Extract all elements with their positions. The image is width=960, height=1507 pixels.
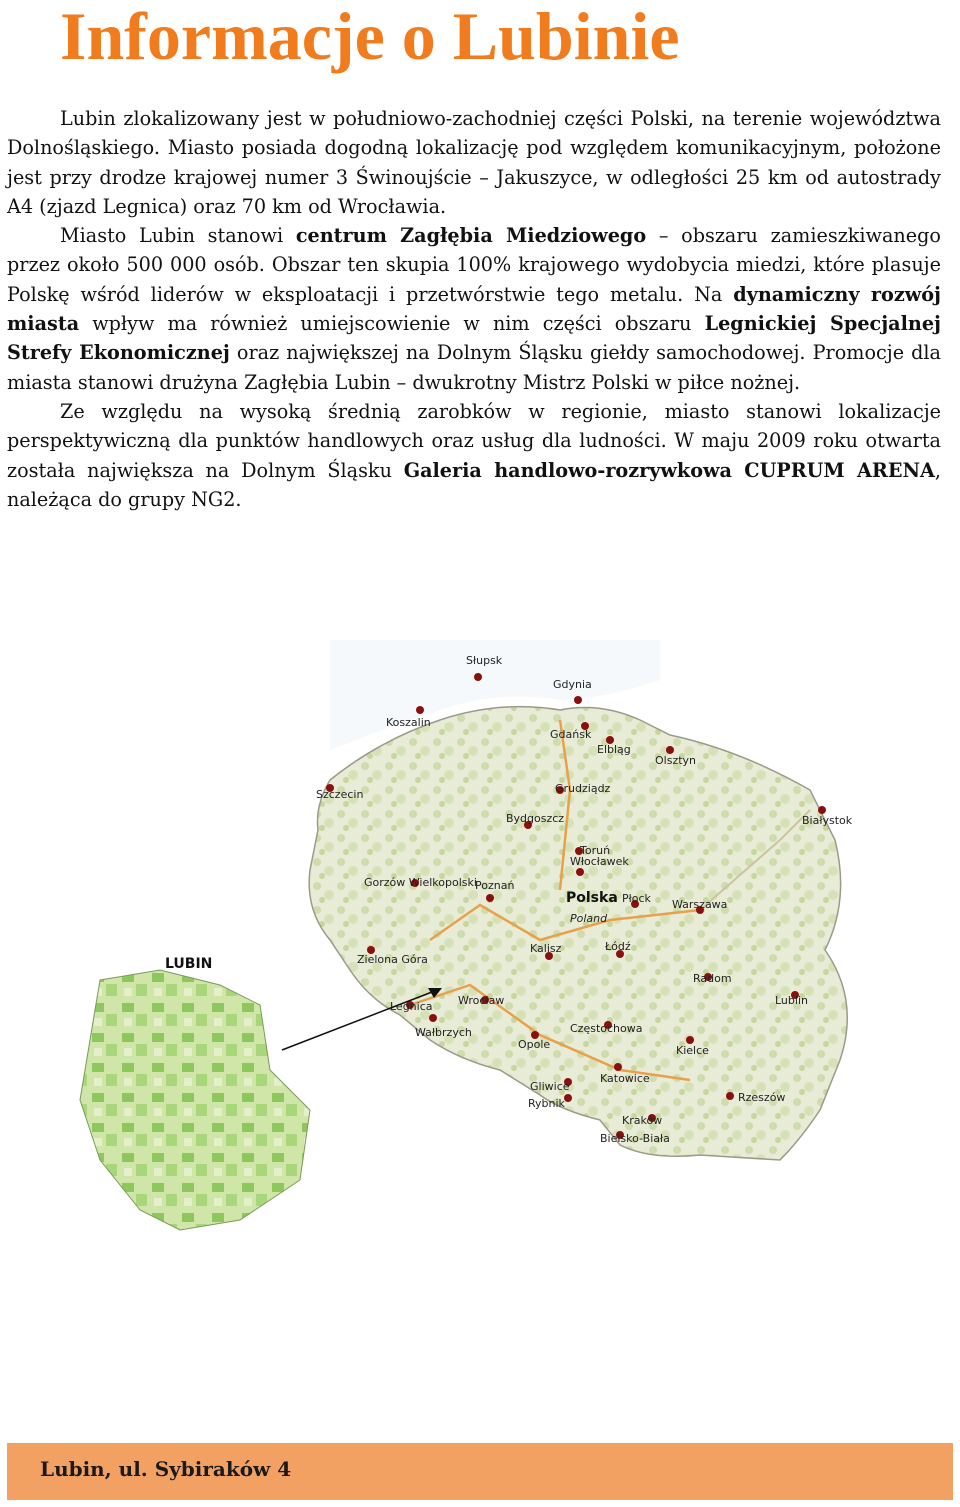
city-label: Słupsk: [466, 654, 503, 667]
city-label: Włocławek: [570, 855, 629, 868]
country-label: Polska: [566, 890, 618, 906]
city-label: Rzeszów: [738, 1091, 786, 1104]
poland-map-svg: [0, 640, 960, 1260]
city-label: Szczecin: [316, 788, 364, 801]
city-label: Łódź: [605, 940, 631, 953]
city-label: Wrocław: [458, 994, 505, 1007]
city-label: Płock: [622, 892, 651, 905]
city-label: Radom: [693, 972, 732, 985]
text-run: Ze względu na wysoką średnią zarobków w regionie, miasto stanowi lokalizacje perspektywiczną dla punktów handlowych oraz usług dla ludności. W maju 2009 roku otwarta została największa na Dolnym Śląsku: [7, 399, 941, 482]
city-label: Bydgoszcz: [506, 812, 565, 825]
text-run: oraz największej na Dolnym Śląsku giełdy samochodowej. Promocje dla miasta stanowi drużyna Zagłębia Lubin – dwukrotny Mistrz Polski w piłce nożnej.: [7, 341, 941, 394]
city-label: Zielona Góra: [357, 953, 428, 966]
city-label: Kraków: [622, 1114, 663, 1127]
text-run: – obszaru zamieszkiwanego przez około 500 000 osób. Obszar ten skupia 100% krajowego wydobycia miedzi, które plasuje Polskę wśród liderów w eksploatacji i przetwórstwie tego metalu. Na: [7, 224, 941, 306]
poland-map: [0, 640, 960, 1260]
city-label: Elbląg: [597, 743, 631, 756]
city-label: Lublin: [775, 994, 808, 1007]
city-label: Gdynia: [553, 678, 592, 691]
city-label: Rybnik: [528, 1097, 565, 1110]
footer-address: Lubin, ul. Sybiraków 4: [40, 1457, 292, 1481]
bold-cuprum-arena: Galeria handlowo-rozrywkowa CUPRUM ARENA: [403, 458, 935, 482]
city-label: Poznań: [475, 879, 515, 892]
text-run: Miasto Lubin stanowi: [60, 224, 296, 248]
city-label: Grudziądz: [555, 782, 611, 795]
city-label: Kalisz: [530, 942, 562, 955]
footer-bar: [7, 1443, 953, 1500]
city-label: Toruń: [580, 844, 611, 857]
lubin-inset-map: [80, 970, 310, 1230]
city-label: Białystok: [802, 814, 853, 827]
city-label: Warszawa: [672, 898, 728, 911]
city-label: Opole: [518, 1038, 551, 1051]
city-label: Legnica: [390, 1000, 433, 1013]
body-text: [7, 104, 941, 514]
city-label: Koszalin: [386, 716, 431, 729]
text-run: , należąca do grupy NG2.: [7, 458, 942, 511]
city-label: Wałbrzych: [415, 1026, 472, 1039]
paragraph-copper-basin: [7, 221, 941, 397]
paragraph-commerce: [7, 397, 941, 514]
page-title: Informacje o Lubinie: [60, 0, 680, 74]
city-label: Katowice: [600, 1072, 650, 1085]
paragraph-location: Lubin zlokalizowany jest w południowo-zachodniej części Polski, na terenie województwa Dolnośląskiego. Miasto posiada dogodną lokalizację pod względem komunikacyjnym, położone jest przy drodze krajowej numer 3 Świnoujście – Jakuszyce, w odległości 25 km od autostrady A4 (zjazd Legnica) oraz 70 km od Wrocławia.: [7, 107, 941, 218]
country-label-en: Poland: [570, 912, 608, 925]
text-run: wpływ ma również umiejscowienie w nim części obszaru: [79, 312, 705, 336]
city-label: Olsztyn: [655, 754, 697, 767]
bold-copper-basin: centrum Zagłębia Miedziowego: [295, 224, 647, 248]
city-label: Gorzów Wielkopolski: [364, 876, 477, 889]
city-label: Kielce: [676, 1044, 709, 1057]
bold-dynamic-growth: dynamiczny rozwój miasta: [7, 282, 941, 336]
bold-economic-zone: Legnickiej Specjalnej Strefy Ekonomicznej: [7, 312, 941, 365]
city-label: Częstochowa: [570, 1022, 643, 1035]
city-label: Gdańsk: [550, 728, 592, 741]
city-label: Gliwice: [530, 1080, 570, 1093]
city-label: Bielsko-Biała: [600, 1132, 670, 1145]
lubin-inset-label: LUBIN: [165, 956, 213, 972]
